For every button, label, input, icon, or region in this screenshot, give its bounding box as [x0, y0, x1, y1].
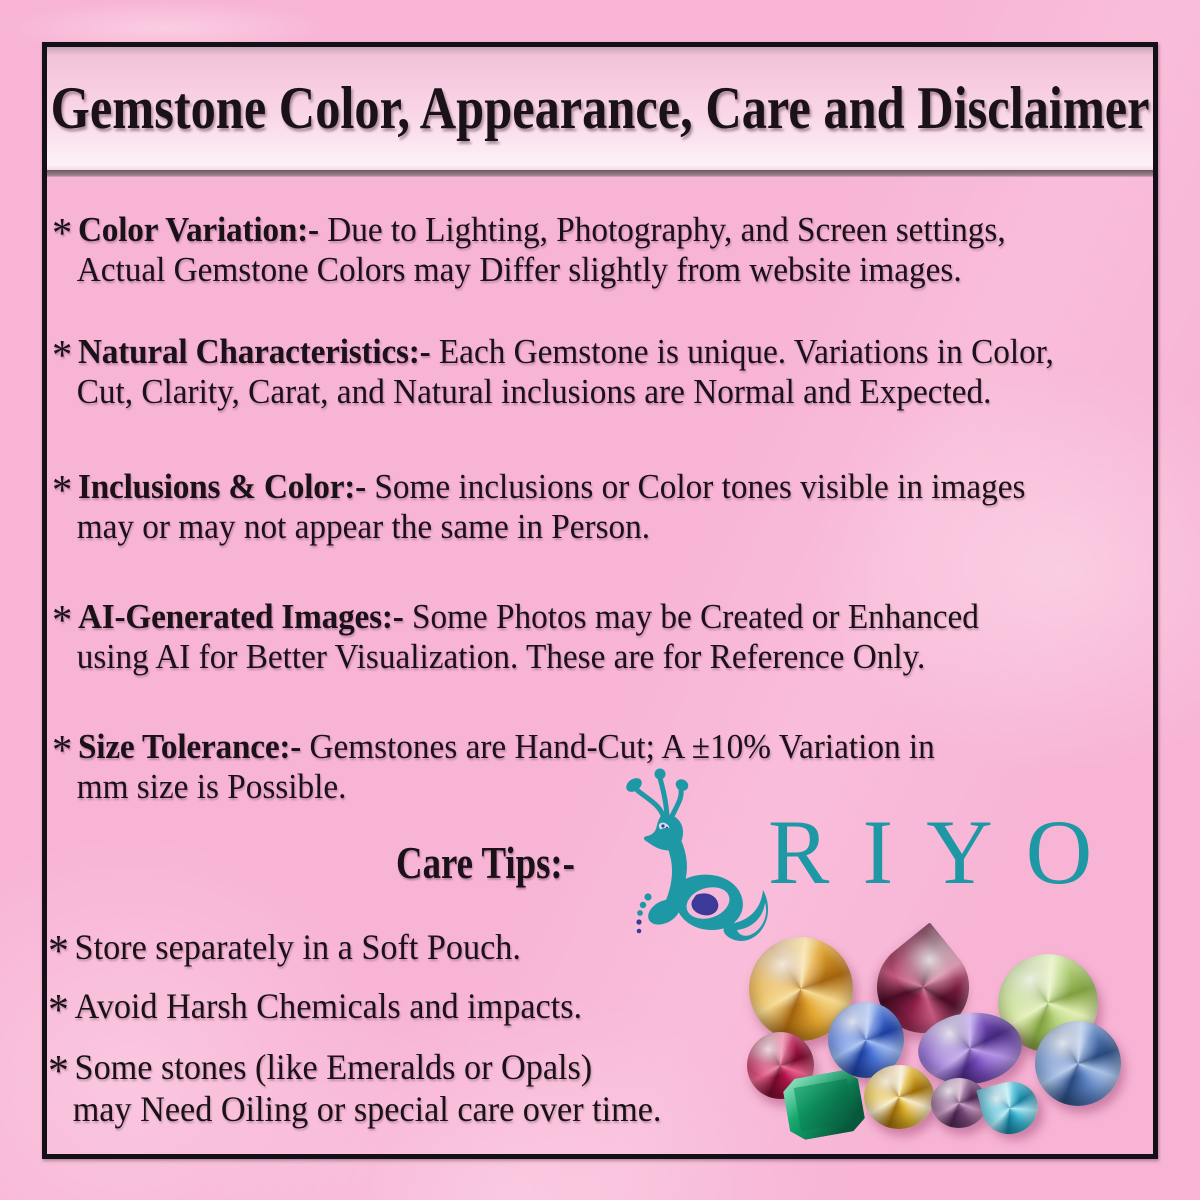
disclaimer-text: mm size is Possible. — [76, 767, 347, 806]
disclaimer-item-ai-generated-images: * AI-Generated Images:- Some Photos may be Created or Enhanced using AI for Better Visualization. These are for Reference Only. — [52, 596, 979, 676]
care-tip-avoid-chemicals: * Avoid Harsh Chemicals and impacts. — [48, 985, 583, 1035]
peacock-logo-icon — [620, 764, 770, 948]
disclaimer-label: Inclusions & Color:- — [77, 467, 367, 506]
disclaimer-text: Some Photos may be Created or Enhanced — [411, 597, 979, 636]
care-tip-text: Avoid Harsh Chemicals and impacts. — [74, 986, 583, 1026]
disclaimer-text: Actual Gemstone Colors may Differ slightly from website images. — [76, 250, 962, 289]
gem-amethyst-round-small — [931, 1078, 987, 1128]
care-tip-store-pouch: * Store separately in a Soft Pouch. — [48, 926, 521, 976]
disclaimer-label: Natural Characteristics:- — [77, 332, 431, 371]
disclaimer-label: Size Tolerance:- — [77, 727, 302, 766]
disclaimer-text: using AI for Better Visualization. These are for Reference Only. — [76, 637, 926, 676]
page-title: Gemstone Color, Appearance, Care and Disclaimer — [50, 75, 1150, 141]
disclaimer-text: Some inclusions or Color tones visible in images — [374, 467, 1026, 506]
disclaimer-label: Color Variation:- — [77, 210, 319, 249]
disclaimer-label: AI-Generated Images:- — [77, 597, 404, 636]
disclaimer-item-natural-characteristics: * Natural Characteristics:- Each Gemstone is unique. Variations in Color, Cut, Clarity, Carat, and Natural inclusions are Normal and Expected. — [52, 331, 1054, 411]
disclaimer-text: may or may not appear the same in Person. — [76, 507, 651, 546]
brand-wordmark: RIYO — [768, 801, 1126, 903]
disclaimer-text: Gemstones are Hand-Cut; A ±10% Variation in — [309, 727, 935, 766]
care-tip-oiling: * Some stones (like Emeralds or Opals) may Need Oiling or special care over time. — [48, 1046, 662, 1129]
disclaimer-text: Each Gemstone is unique. Variations in Color, — [438, 332, 1054, 371]
disclaimer-text: Cut, Clarity, Carat, and Natural inclusions are Normal and Expected. — [76, 372, 992, 411]
disclaimer-item-color-variation: * Color Variation:- Due to Lighting, Photography, and Screen settings, Actual Gemstone Colors may Differ slightly from website images. — [52, 209, 1006, 289]
care-tip-text: Store separately in a Soft Pouch. — [74, 927, 521, 967]
disclaimer-item-size-tolerance: * Size Tolerance:- Gemstones are Hand-Cut; A ±10% Variation in mm size is Possible. — [52, 726, 935, 806]
care-tip-text: may Need Oiling or special care over time. — [72, 1089, 662, 1129]
disclaimer-item-inclusions-color: * Inclusions & Color:- Some inclusions or Color tones visible in images may or may not appear the same in Person. — [52, 466, 1026, 546]
disclaimer-text: Due to Lighting, Photography, and Screen settings, — [327, 210, 1006, 249]
gem-blue-topaz-round — [1035, 1021, 1121, 1106]
gem-citrine-round-small — [864, 1065, 934, 1129]
care-tip-text: Some stones (like Emeralds or Opals) — [74, 1047, 593, 1087]
care-tips-heading: Care Tips:- — [396, 837, 575, 888]
